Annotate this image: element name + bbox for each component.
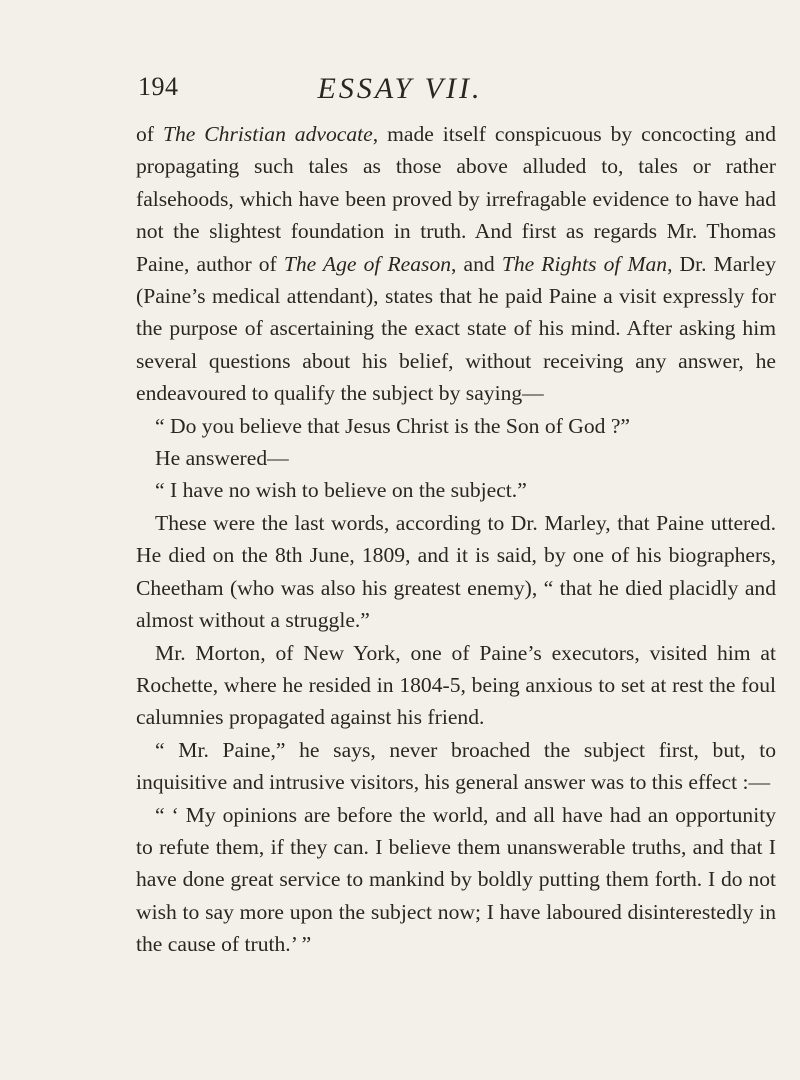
paragraph-1 xyxy=(136,118,776,410)
paragraph-4: “ I have no wish to believe on the subject.” xyxy=(155,478,527,503)
title-age-of-reason: The Age of Reason xyxy=(283,251,452,276)
paragraph-6: Mr. Morton, of New York, one of Paine’s executors, visited him at Rochette, where he resided in 1804-5, being anxious to set at rest the foul calumnies propagated against his friend. xyxy=(136,640,776,730)
paragraph-1-text-a: of xyxy=(136,122,163,146)
paragraph-5: These were the last words, according to Dr. Marley, that Paine uttered. He died on the 8th June, 1809, and it is said, by one of his biographers, Cheetham (who was also his greatest enemy), “ that he died placidly and almost without a struggle.” xyxy=(136,510,776,633)
page-number: 194 xyxy=(138,72,179,101)
page-header xyxy=(0,72,800,112)
paragraph-1-text-d: , Dr. Marley (Paine’s medical attendant), states that he paid Paine a visit expressly for the purpose of ascertaining the exact state of his mind. After asking him several questions about his belief, without receiving any answer, he endeavoured to qualify the subject by saying— xyxy=(136,251,776,406)
paragraph-8: “ ‘ My opinions are before the world, and all have had an opportunity to refute them, if they can. I believe them unanswerable truths, and that I have done great service to mankind by boldly putting them forth. I do not wish to say more upon the subject now; I have laboured disinterestedly in the cause of truth.’ ” xyxy=(136,802,776,957)
paragraph-7: “ Mr. Paine,” he says, never broached the subject first, but, to inquisitive and intrusive visitors, his general answer was to this effect :— xyxy=(136,737,776,795)
title-christian-advocate: The Christian advocate xyxy=(162,122,373,146)
paragraph-3: He answered— xyxy=(155,446,289,471)
paragraph-1-text-b: , made itself conspicuous by concocting and propagating such tales as those above alluded to, tales or rather falsehoods, which have been proved by irrefragable evidence to have had not the slightest foundation in truth. And first as regards Mr. Thomas Paine, author of xyxy=(136,122,776,276)
paragraph-1-text-c: , and xyxy=(451,251,502,276)
running-title: ESSAY VII. xyxy=(317,72,483,105)
paragraph-2: “ Do you believe that Jesus Christ is the Son of God ?” xyxy=(155,413,630,438)
title-rights-of-man: The Rights of Man xyxy=(501,251,668,276)
body-text xyxy=(136,118,776,961)
